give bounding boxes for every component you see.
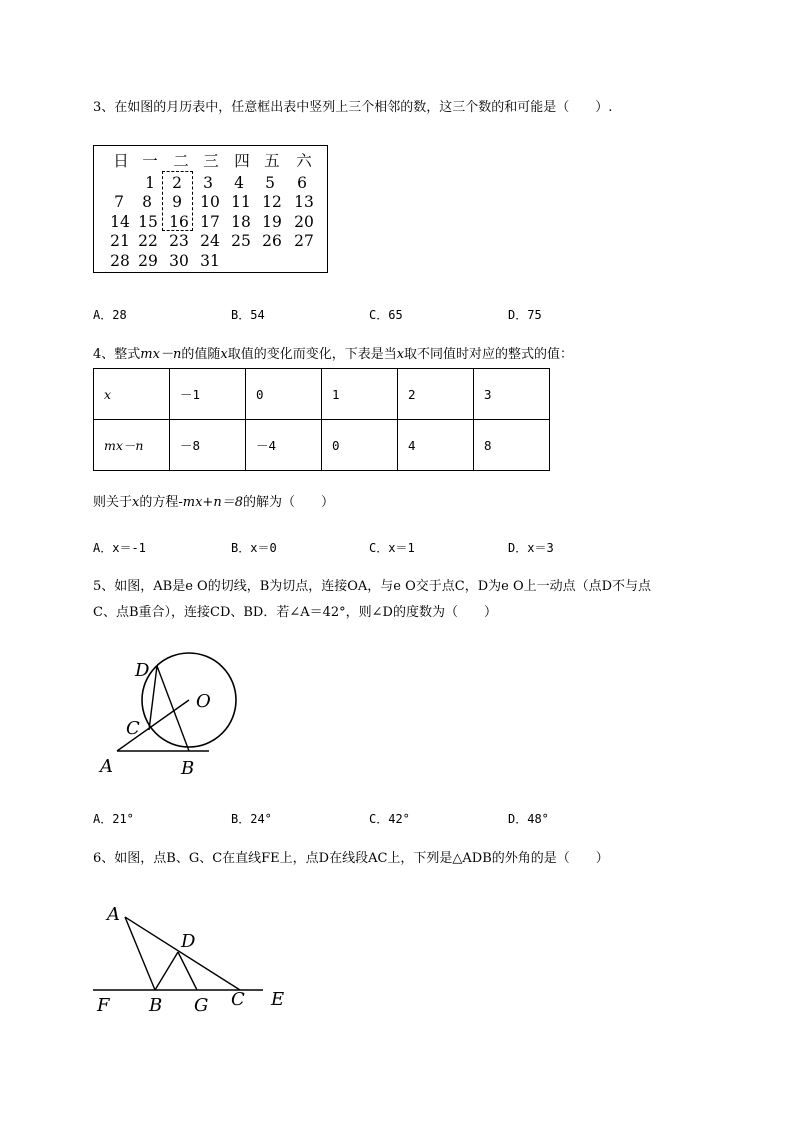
calendar-day: 1 [145,174,155,192]
calendar-day: 11 [231,193,251,211]
q4-stem [93,346,573,364]
calendar-weekday: 五 [264,152,280,170]
calendar-day: 14 [110,213,130,231]
calendar-day: 19 [262,213,282,231]
q5-option-a: A．21° [93,812,134,826]
calendar-day: 31 [200,252,220,270]
calendar-weekday: 二 [173,152,189,170]
q4-question-mid: 的方程 [139,495,179,510]
calendar-day: 23 [169,232,189,250]
calendar-day: 29 [138,252,158,270]
calendar-weekday: 三 [203,152,219,170]
q5-option-d: D．48° [508,812,549,826]
calendar-day: 8 [142,193,152,211]
table-cell: －1 [170,369,246,420]
q3-option-c: C．65 [369,308,403,322]
calendar-weekday: 日 [113,152,129,170]
table-cell: 2 [398,369,474,420]
table-cell: －4 [246,420,322,471]
q5-circle-tangent-figure [93,650,253,780]
segment-bd [155,952,178,990]
q4-question-expression: -mx+n＝8 [178,495,243,510]
q5-option-c: C．42° [369,812,410,826]
q4-stem-var: x [220,347,228,362]
calendar-day: 21 [110,232,130,250]
label-c: C [126,718,140,739]
calendar-day: 28 [110,252,130,270]
calendar-day: 17 [200,213,220,231]
q4-stem-expression: mx－n [140,347,182,362]
segment-dc [149,666,157,730]
q4-stem-suffix: 取不同值时对应的整式的值： [404,347,574,362]
calendar-day: 5 [265,174,275,192]
q5-option-b: B．24° [231,812,272,826]
q3-option-a: A．28 [93,308,127,322]
table-cell: －8 [170,420,246,471]
q3-option-d: D．75 [508,308,542,322]
calendar-day: 25 [231,232,251,250]
table-cell: 1 [322,369,398,420]
table-cell-label: x [94,369,170,420]
q4-question-var: x [132,495,140,510]
q6-triangle-figure [93,895,303,1020]
q4-value-table [93,368,550,471]
q4-option-c: C．x＝1 [369,541,415,555]
q4-stem-prefix: 4、整式 [93,347,141,362]
calendar-weekday: 一 [142,152,158,170]
calendar-day: 24 [200,232,220,250]
label-a: A [100,756,113,777]
table-row [94,369,550,420]
label-b: B [181,758,195,779]
table-cell-label: mx－n [94,420,170,471]
q4-stem-var2: x [396,347,405,362]
table-cell: 3 [474,369,550,420]
q4-option-b: B．x＝0 [231,541,277,555]
calendar-day: 13 [294,193,314,211]
calendar-dashed-frame [162,171,193,231]
q5-stem-line1: 5、如图，AB是e O的切线，B为切点，连接OA，与e O交于点C，D为e O上一动点（点D不与点 [93,579,652,594]
calendar-day: 20 [294,213,314,231]
label-b: B [149,995,163,1016]
label-g: G [194,995,209,1016]
calendar-day: 6 [297,174,307,192]
calendar-day: 22 [138,232,158,250]
calendar-day: 30 [169,252,189,270]
calendar-weekday: 六 [296,152,312,170]
segment-ab [125,917,155,990]
calendar-day: 12 [262,193,282,211]
calendar-day: 27 [294,232,314,250]
calendar-day: 3 [203,174,213,192]
q6-stem: 6、如图，点B、G、C在直线FE上，点D在线段AC上，下列是△ADB的外角的是（ ） [93,851,609,866]
q4-stem-mid: 的值随 [181,347,221,362]
calendar-day: 10 [200,193,220,211]
calendar-weekday: 四 [234,152,250,170]
calendar-day: 4 [234,174,244,192]
calendar-day: 9 [172,193,182,211]
label-c: C [231,989,245,1010]
table-cell: 8 [474,420,550,471]
label-o: O [196,691,211,712]
q4-option-a: A．x＝-1 [93,541,146,555]
calendar-day: 26 [262,232,282,250]
calendar-day: 18 [231,213,251,231]
table-cell: 4 [398,420,474,471]
calendar-day: 7 [114,193,124,211]
q4-question-prefix: 则关于 [93,495,133,510]
calendar-day: 16 [169,213,189,231]
calendar-day: 2 [172,174,182,192]
table-row [94,420,550,471]
label-d: D [135,660,150,681]
calendar-table [93,145,328,273]
segment-dg [178,952,197,990]
q4-option-d: D．x＝3 [508,541,554,555]
label-a: A [107,904,120,925]
q3-option-b: B．54 [231,308,265,322]
q4-question-suffix: 的解为（ ） [242,495,334,510]
label-e: E [271,989,285,1010]
label-d: D [181,931,196,952]
table-cell: 0 [246,369,322,420]
segment-ac [125,917,240,990]
q4-question [93,494,334,512]
label-f: F [97,995,110,1016]
table-cell: 0 [322,420,398,471]
q3-stem: 3、在如图的月历表中，任意框出表中竖列上三个相邻的数，这三个数的和可能是（ ）. [93,100,613,115]
q5-stem-line2: C、点B重合），连接CD、BD．若∠A＝42°，则∠D的度数为（ ） [93,605,497,620]
q4-stem-mid2: 取值的变化而变化，下表是当 [227,347,397,362]
calendar-day: 15 [138,213,158,231]
